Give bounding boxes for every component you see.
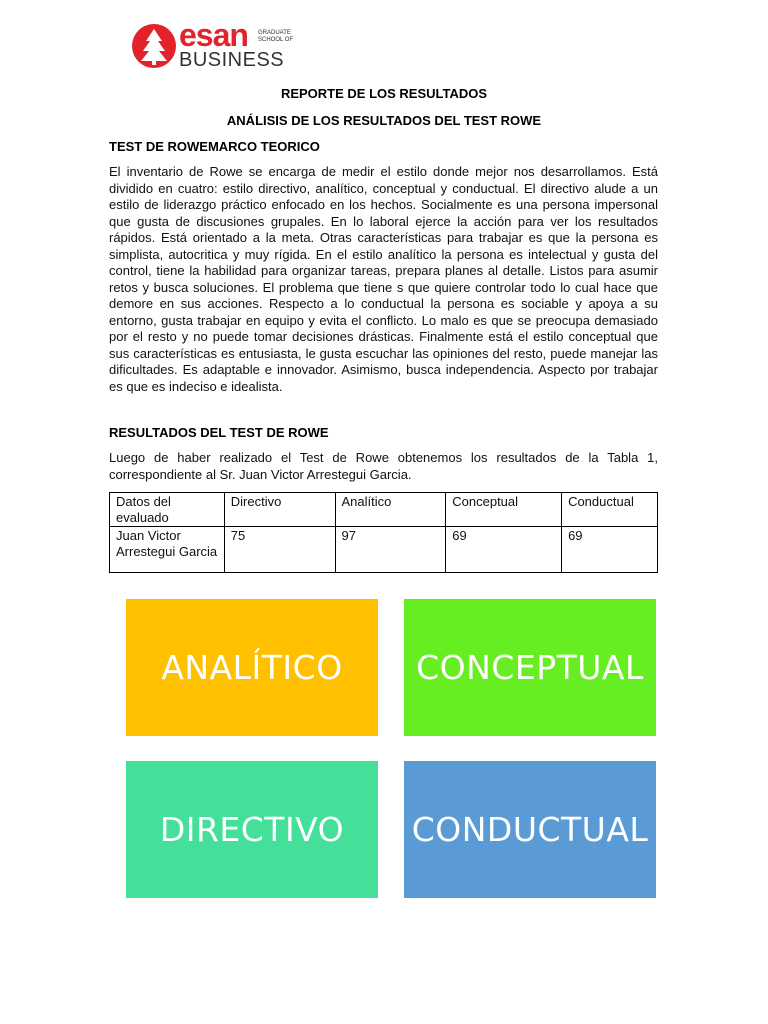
table-header-cell: Directivo <box>224 493 335 527</box>
theory-paragraph: El inventario de Rowe se encarga de medir el estilo donde mejor nos desarrollamos. Está dividido en cuatro: estilo directivo, analítico, conceptual y conductual. El directivo alude a un estilo de liderazgo práctico enfocado en los hechos. Socialmente es una persona impersonal que gusta de discusiones grupales. En lo laboral ejerce la acción para ver los resultados rápidos. Está orientado a la meta. Otras características para trabajar es que la persona es simplista, autocritica y muy rígida. En el estilo analítico la persona es intelectual y gusta del control, tiene la habilidad para organizar tareas, prepara planes al detalle. Listos para asumir retos y busca soluciones. El problema que tiene s que quiere controlar todo lo cual hace que demore en sus acciones. Respecto a lo conductual la persona es sociable y apoya a su entorno, gusta trabajar en equipo y evita el conflicto. Lo malo es que se preocupa demasiado por el resto y no puede tomar decisiones drásticas. Finalmente está el estilo conceptual que sus características es entusiasta, le gusta escuchar las opiniones del resto, puede manejar las dificultades. Es adaptable e innovador. Asimismo, busca independencia. Aspecto por trabajar es que es indeciso e idealista. <box>109 164 658 394</box>
tile-conceptual: CONCEPTUAL <box>404 599 656 736</box>
table-cell: 69 <box>446 527 562 573</box>
logo-tagline: GRADUATE SCHOOL OF <box>258 30 294 43</box>
table-header-row <box>110 493 658 527</box>
section-heading-results: RESULTADOS DEL TEST DE ROWE <box>109 425 329 440</box>
table-cell: 75 <box>224 527 335 573</box>
esan-logo <box>132 17 302 72</box>
tile-conductual: CONDUCTUAL <box>404 761 656 898</box>
logo-brand: esan <box>179 17 248 53</box>
table-header-cell: Conceptual <box>446 493 562 527</box>
table-cell: 69 <box>562 527 658 573</box>
results-table <box>109 492 658 573</box>
table-cell: 97 <box>335 527 446 573</box>
report-title: REPORTE DE LOS RESULTADOS <box>280 86 488 101</box>
results-paragraph: Luego de haber realizado el Test de Rowe obtenemos los resultados de la Tabla 1, correspondiente al Sr. Juan Victor Arrestegui Garcia. <box>109 450 658 482</box>
tile-directivo: DIRECTIVO <box>126 761 378 898</box>
tile-analitico: ANALÍTICO <box>126 599 378 736</box>
table-cell: Juan Victor Arrestegui Garcia <box>110 527 225 573</box>
table-header-cell: Conductual <box>562 493 658 527</box>
logo-sub: BUSINESS <box>179 49 285 71</box>
section-heading-theory: TEST DE ROWEMARCO TEORICO <box>109 139 320 154</box>
table-header-cell: Analítico <box>335 493 446 527</box>
tree-logo-icon <box>132 24 176 68</box>
table-header-cell: Datos del evaluado <box>110 493 225 527</box>
table-row <box>110 527 658 573</box>
analysis-title: ANÁLISIS DE LOS RESULTADOS DEL TEST ROWE <box>226 113 542 128</box>
